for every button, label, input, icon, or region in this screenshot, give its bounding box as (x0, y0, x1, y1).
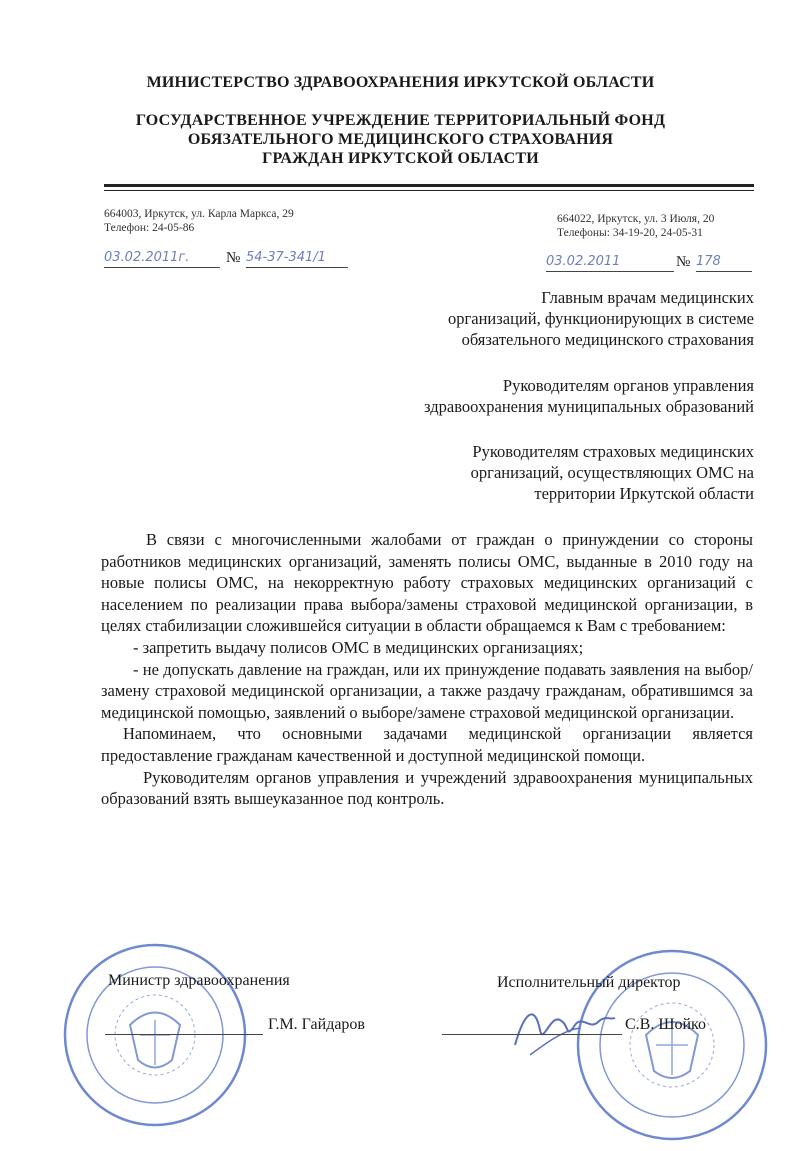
left-number: 54-37-341/1 (246, 250, 348, 268)
right-number-sign: № (676, 254, 691, 270)
header-rule-thin (104, 190, 754, 191)
right-signature-line (442, 1034, 622, 1035)
ministry-title: МИНИСТЕРСТВО ЗДРАВООХРАНЕНИЯ ИРКУТСКОЙ ОБЛАСТИ (146, 74, 655, 91)
left-address-line1: 664003, Иркутск, ул. Карла Маркса, 29 (104, 208, 294, 220)
right-signer-name: С.В. Шойко (625, 1016, 707, 1033)
fund-title-line2: ОБЯЗАТЕЛЬНОГО МЕДИЦИНСКОГО СТРАХОВАНИЯ (187, 131, 614, 148)
header-rule-thick (104, 184, 754, 187)
recipient-line: организаций, функционирующих в системе (448, 309, 754, 328)
recipient-line: Руководителям страховых медицинских (472, 442, 754, 461)
recipient-block-1 (448, 287, 754, 350)
left-date: 03.02.2011г. (104, 250, 220, 268)
recipient-line: Руководителям органов управления (502, 376, 754, 395)
left-signer-name: Г.М. Гайдаров (268, 1016, 365, 1033)
left-number-sign: № (226, 250, 241, 266)
handwritten-signature (510, 1000, 620, 1060)
right-phone: Телефоны: 34-19-20, 24-05-31 (557, 227, 703, 239)
recipient-block-3 (471, 441, 754, 504)
body-paragraph-3: - не допускать давление на граждан, или их принуждение подавать заявления на выбор/замену страховой медицинской организации, а также раздачу гражданам, обратившимся за медицинской помощью, заявлений о выборе/замене страховой медицинской организации. (101, 659, 753, 722)
body-paragraph-1: В связи с многочисленными жалобами от граждан о принуждении со стороны работников медицинских организаций, заменять полисы ОМС, выданные в 2010 году на новые полисы ОМС, на некорректную работу страховых медицинских организаций с населением по реализации права выбора/замены страховой медицинской организации, в целях стабилизации сложившейся ситуации в области обращаемся к Вам с требованием: (101, 530, 753, 636)
left-ref-block (104, 250, 349, 270)
recipient-line: территории Иркутской области (534, 484, 754, 503)
body-paragraph-2: - запретить выдачу полисов ОМС в медицинских организациях; (133, 637, 584, 657)
left-signer-title: Министр здравоохранения (108, 972, 290, 989)
left-address (104, 207, 294, 235)
left-phone: Телефон: 24-05-86 (104, 222, 195, 234)
right-address (557, 212, 714, 240)
body-paragraph-5: Руководителям органов управления и учреждений здравоохранения муниципальных образований взять вышеуказанное под контроль. (101, 767, 753, 809)
recipient-block-2 (424, 375, 754, 417)
right-signer-title: Исполнительный директор (497, 974, 681, 991)
fund-title-line1: ГОСУДАРСТВЕННОЕ УЧРЕЖДЕНИЕ ТЕРРИТОРИАЛЬНЫЙ ФОНД (135, 112, 666, 129)
right-ref-block (546, 254, 756, 274)
recipient-line: обязательного медицинского страхования (461, 330, 754, 349)
recipient-line: здравоохранения муниципальных образований (424, 397, 754, 416)
fund-title-line3: ГРАЖДАН ИРКУТСКОЙ ОБЛАСТИ (262, 150, 539, 167)
right-date: 03.02.2011 (546, 254, 674, 272)
body-paragraph-4: Напоминаем, что основными задачами медицинской организации является предоставление гражданам качественной и доступной медицинской помощи. (101, 724, 753, 765)
recipient-line: организаций, осуществляющих ОМС на (470, 463, 754, 482)
right-number: 178 (696, 254, 752, 272)
left-signature-line (105, 1034, 263, 1035)
letter-body (101, 529, 753, 810)
right-address-line1: 664022, Иркутск, ул. 3 Июля, 20 (557, 213, 715, 225)
recipient-line: Главным врачам медицинских (541, 288, 754, 307)
left-stamp-seal (60, 940, 250, 1130)
